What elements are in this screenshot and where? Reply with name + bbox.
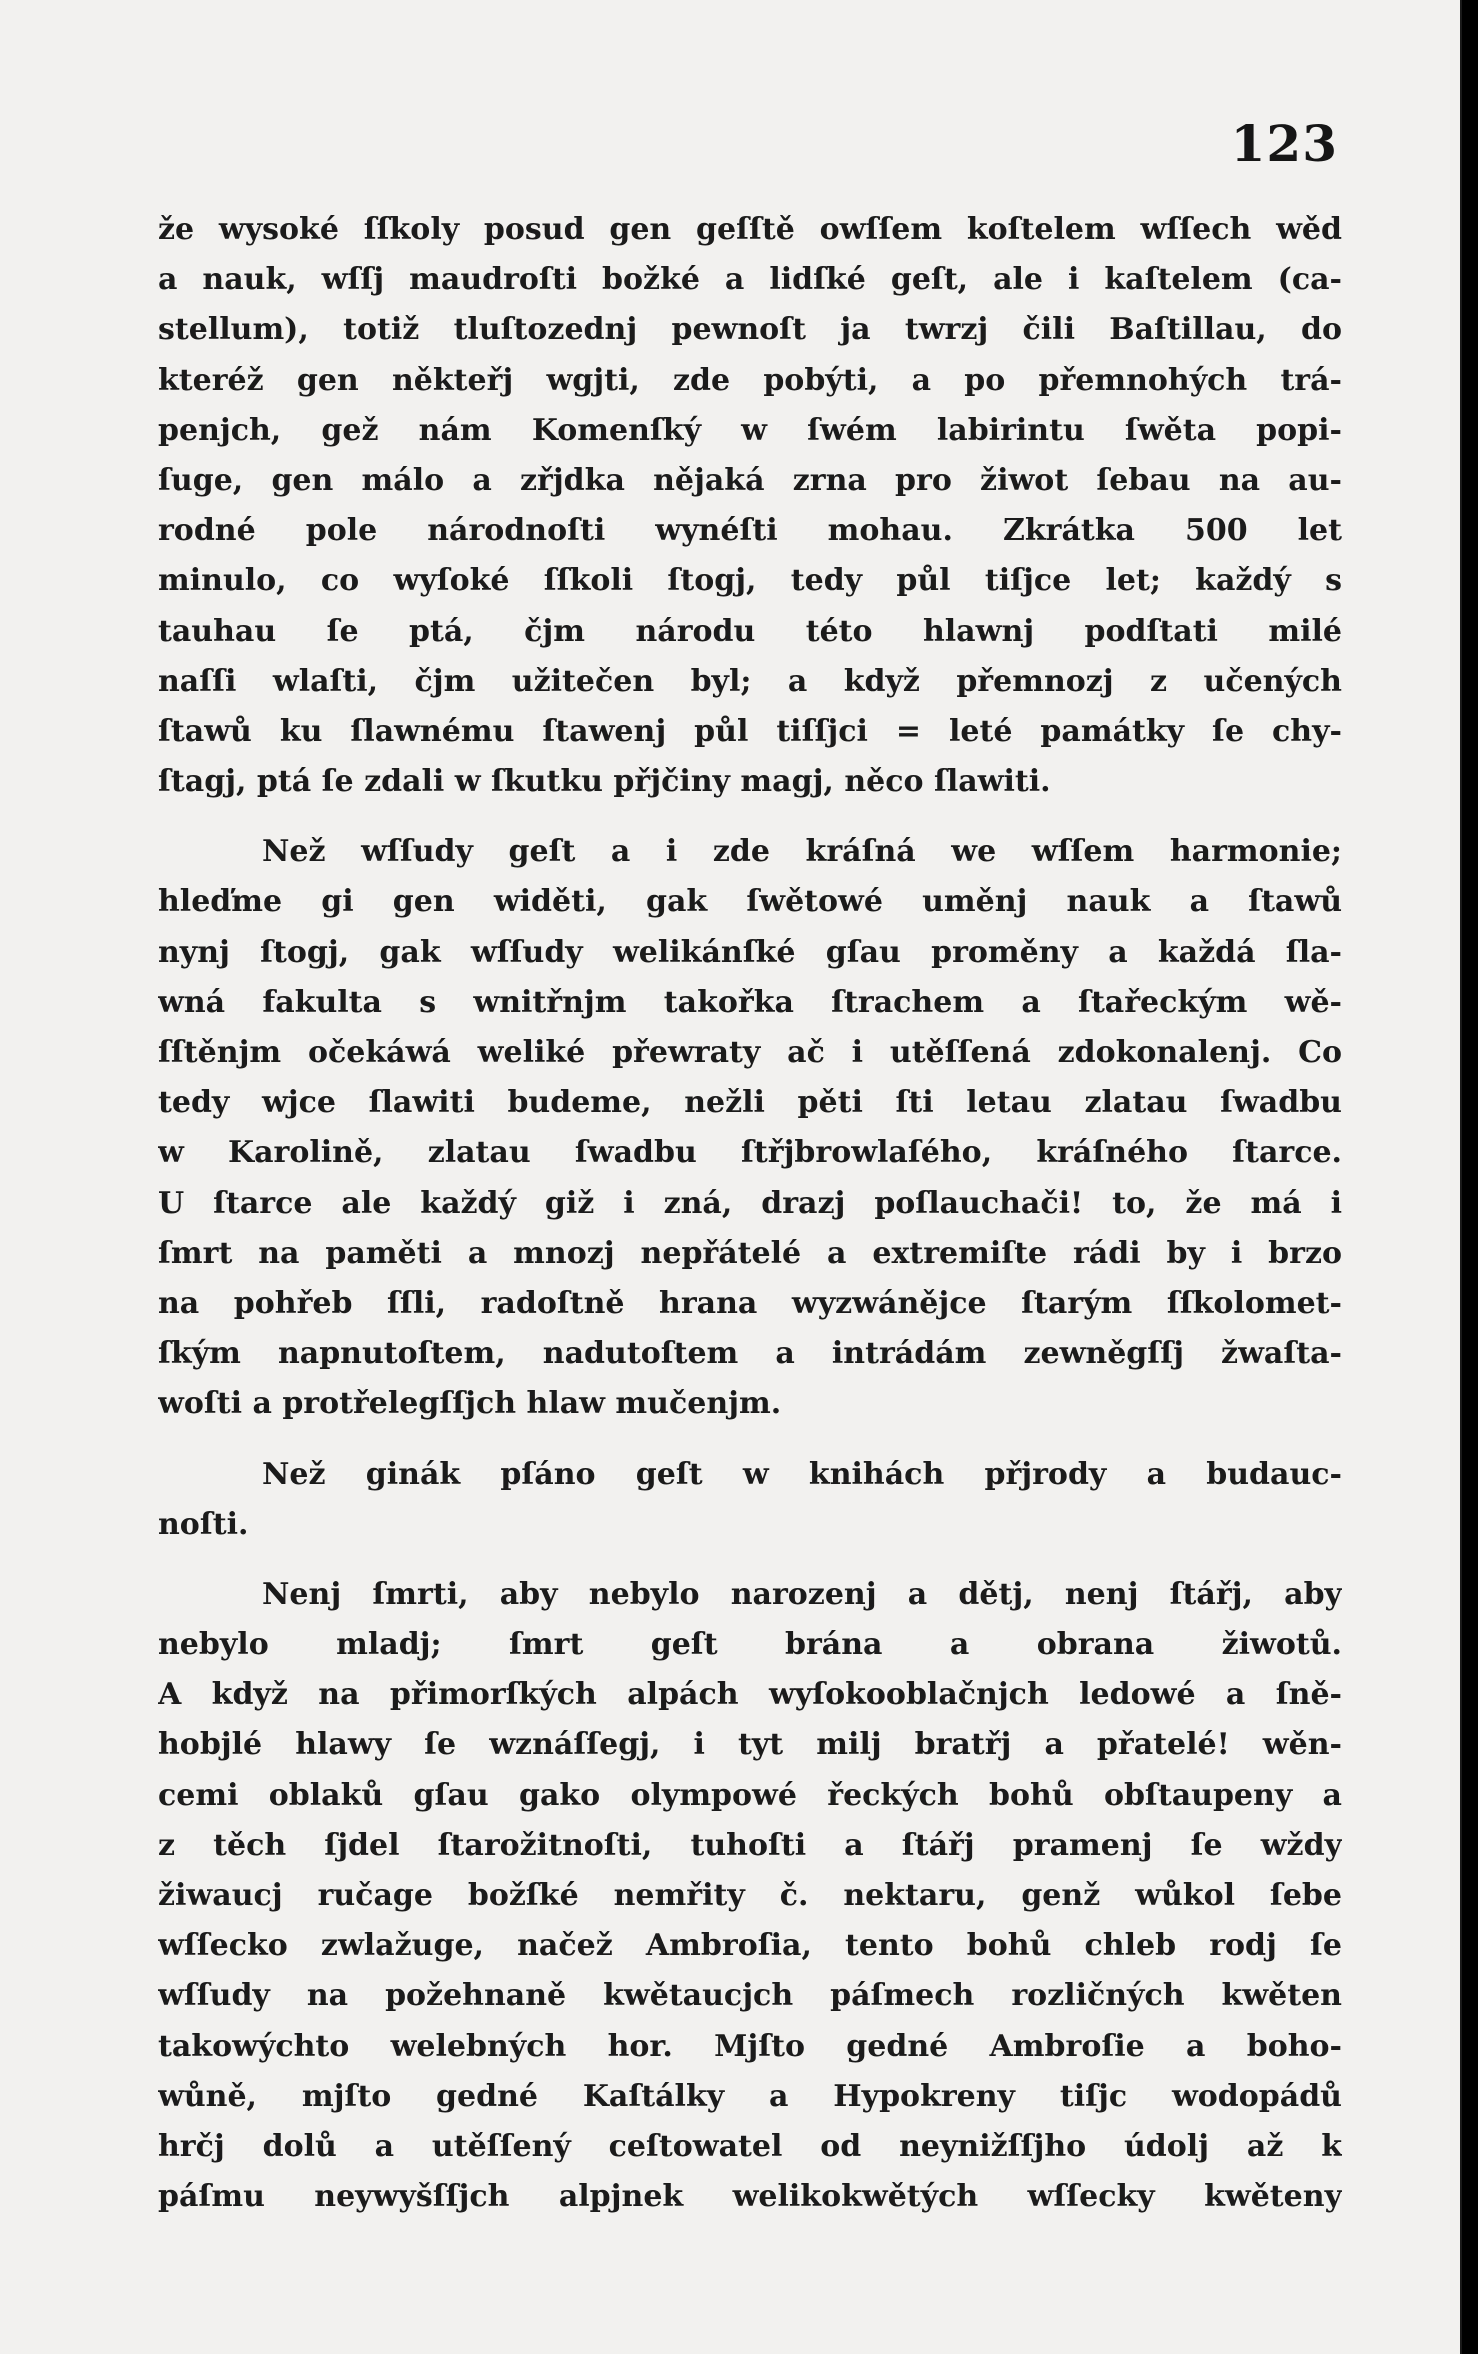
paragraph-3: [158, 1450, 1342, 1550]
text-line: hleďme gi gen widěti, gak ſwětowé uměnj nauk a ſtawů: [158, 884, 1342, 920]
text-line: ſſtěnjm očekáwá weliké přewraty ač i utěſſená zdokonalenj. Co: [158, 1035, 1342, 1070]
text-line: nynj ſtogj, gak wſſudy welikánſké gſau proměny a každá ſla-: [158, 934, 1342, 970]
paragraph-1: [158, 205, 1342, 807]
paragraph-gap: [158, 1430, 1342, 1450]
text-line: žiwaucj ručage božſké nemřity č. nektaru, genž wůkol ſebe: [158, 1878, 1342, 1913]
text-line: z těch ſjdel ſtarožitnoſti, tuhoſti a ſtářj pramenj ſe wždy: [158, 1827, 1342, 1863]
text-line: Než ginák pſáno geſt w knihách přjrody a budauc-: [262, 1456, 1342, 1492]
text-line: w Karolině, zlatau ſwadbu ſtřjbrowlaſého, kráſného ſtarce.: [158, 1135, 1342, 1171]
text-line: páſmu neywyšſſjch alpjnek welikokwětých wſſecky kwěteny: [158, 2179, 1342, 2215]
text-line: penjch, gež nám Komenſký w ſwém labirintu ſwěta popi-: [158, 412, 1342, 448]
body-text: [158, 205, 1342, 2222]
page-number: 123: [1230, 114, 1338, 173]
text-line: hrčj dolů a utěſſený ceſtowatel od neynižſſjho údolj až k: [158, 2128, 1342, 2164]
text-line: že wysoké ſſkoly posud gen geſſtě owſſem koſtelem wſſech wěd: [158, 212, 1342, 247]
text-line: ſkým napnutoſtem, nadutoſtem a intrádám zewněgſſj žwaſta-: [158, 1336, 1342, 1372]
text-line: tedy wjce ſlawiti budeme, nežli pěti ſti letau zlatau ſwadbu: [158, 1085, 1342, 1121]
text-line: takowýchto welebných hor. Mjſto gedné Ambroſie a boho-: [158, 2028, 1342, 2064]
text-line: woſti a protřelegſſjch hlaw mučenjm.: [158, 1386, 782, 1422]
text-line: noſti.: [158, 1506, 249, 1542]
text-line: ſmrt na paměti a mnozj nepřátelé a extremiſte rádi by i brzo: [158, 1235, 1342, 1271]
text-line: kteréž gen někteřj wgjti, zde pobýti, a po přemnohých trá-: [158, 362, 1342, 398]
text-line: ſtagj, ptá ſe zdali w ſkutku přjčiny magj, něco ſlawiti.: [158, 764, 1051, 800]
text-line: ſtawů ku ſlawnému ſtawenj půl tiſſjci = leté památky ſe chy-: [158, 713, 1342, 749]
text-line: minulo, co wyſoké ſſkoli ſtogj, tedy půl tiſjce let; každý s: [158, 563, 1342, 599]
paragraph-gap: [158, 807, 1342, 827]
text-line: wná fakulta s wnitřnjm takořka ſtrachem a ſtařeckým wě-: [158, 984, 1342, 1020]
text-line: stellum), totiž tluſtozednj pewnoſt ja twrzj čili Baſtillau, do: [158, 312, 1342, 348]
text-line: U ſtarce ale každý giž i zná, drazj poſlauchači! to, že má i: [158, 1185, 1342, 1221]
text-line: ſuge, gen málo a zřjdka nějaká zrna pro žiwot ſebau na au-: [158, 462, 1342, 498]
text-line: Než wſſudy geſt a i zde kráſná we wſſem harmonie;: [262, 834, 1342, 870]
text-line: nebylo mladj; ſmrt geſt brána a obrana žiwotů.: [158, 1627, 1342, 1663]
text-line: wſſudy na požehnaně kwětaucjch páſmech rozličných kwěten: [158, 1978, 1342, 2014]
text-line: rodné pole národnoſti wynéſti mohau. Zkrátka 500 let: [158, 513, 1342, 549]
text-line: a nauk, wſſj maudroſti božké a lidſké geſt, ale i kaſtelem (ca-: [158, 262, 1342, 298]
paragraph-gap: [158, 1550, 1342, 1570]
text-line: wſſecko zwlažuge, načež Ambroſia, tento bohů chleb rodj ſe: [158, 1928, 1342, 1964]
text-line: Nenj ſmrti, aby nebylo narozenj a dětj, nenj ſtářj, aby: [262, 1576, 1342, 1612]
text-line: naſſi wlaſti, čjm užitečen byl; a když přemnozj z učených: [158, 663, 1342, 699]
text-line: tauhau ſe ptá, čjm národu této hlawnj podſtati milé: [158, 613, 1342, 649]
text-line: hobjlé hlawy ſe wznáſſegj, i tyt milj bratřj a přatelé! wěn-: [158, 1727, 1342, 1763]
text-line: cemi oblaků gſau gako olympowé řeckých bohů obſtaupeny a: [158, 1777, 1342, 1813]
text-line: na pohřeb ſſli, radoſtně hrana wyzwánějce ſtarým ſſkolomet-: [158, 1285, 1342, 1321]
text-line: wůně, mjſto gedné Kaſtálky a Hypokreny tiſjc wodopádů: [158, 2078, 1342, 2114]
paragraph-4: [158, 1570, 1342, 2222]
paragraph-2: [158, 827, 1342, 1429]
text-line: A když na přimorſkých alpách wyſokooblačnjch ledowé a ſně-: [158, 1677, 1342, 1713]
